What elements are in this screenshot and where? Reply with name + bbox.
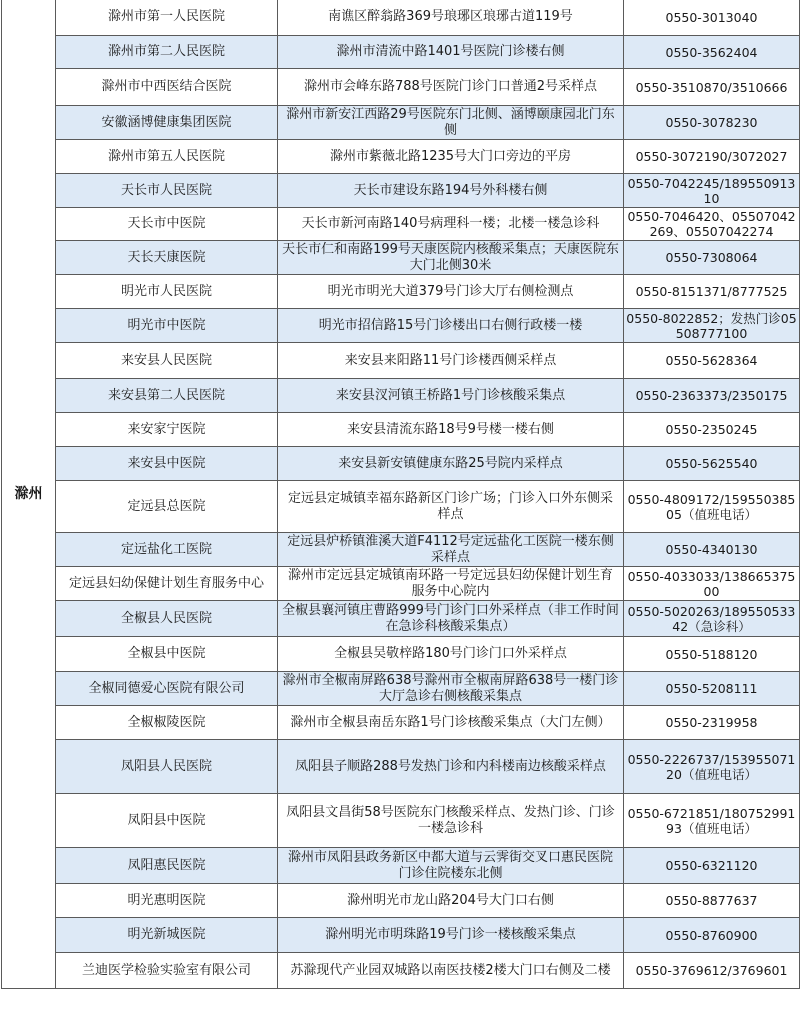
address-cell: 滁州市定远县定城镇南环路一号定远县妇幼保健计划生育服务中心院内: [278, 567, 624, 601]
address-cell: 滁州市全椒县南岳东路1号门诊核酸采集点（大门左侧）: [278, 706, 624, 740]
table-row: [2, 447, 800, 481]
table-row: [2, 533, 800, 567]
table-row: [2, 706, 800, 740]
address-cell: 来安县新安镇健康东路25号院内采样点: [278, 447, 624, 481]
address-cell: 来安县清流东路18号9号楼一楼右侧: [278, 413, 624, 447]
hospital-name-cell: 滁州市第一人民医院: [56, 0, 278, 36]
phone-cell: 0550-4809172/15955038505（值班电话）: [624, 481, 800, 533]
phone-cell: 0550-3078230: [624, 106, 800, 140]
phone-cell: 0550-5188120: [624, 637, 800, 672]
address-cell: 天长市仁和南路199号天康医院内核酸采集点；天康医院东大门北侧30米: [278, 241, 624, 275]
address-cell: 滁州市凤阳县政务新区中都大道与云霁街交叉口惠民医院门诊住院楼东北侧: [278, 848, 624, 884]
address-cell: 定远县炉桥镇淮溪大道F4112号定远盐化工医院一楼东侧采样点: [278, 533, 624, 567]
phone-cell: 0550-8760900: [624, 918, 800, 953]
hospital-name-cell: 凤阳县中医院: [56, 794, 278, 848]
phone-cell: 0550-5208111: [624, 672, 800, 706]
table-row: [2, 0, 800, 36]
table-row: [2, 69, 800, 106]
hospital-name-cell: 来安家宁医院: [56, 413, 278, 447]
hospital-name-cell: 凤阳县人民医院: [56, 740, 278, 794]
hospital-name-cell: 滁州市第二人民医院: [56, 36, 278, 69]
phone-cell: 0550-7042245/18955091310: [624, 174, 800, 208]
hospital-name-cell: 明光惠明医院: [56, 884, 278, 918]
address-cell: 天长市建设东路194号外科楼右侧: [278, 174, 624, 208]
table-row: [2, 343, 800, 379]
phone-cell: 0550-3510870/3510666: [624, 69, 800, 106]
table-row: [2, 106, 800, 140]
hospital-name-cell: 全椒同德爱心医院有限公司: [56, 672, 278, 706]
address-cell: 全椒县吴敬梓路180号门诊门口外采样点: [278, 637, 624, 672]
hospital-name-cell: 全椒县人民医院: [56, 601, 278, 637]
table-row: [2, 953, 800, 989]
table-row: [2, 309, 800, 343]
address-cell: 南谯区醉翁路369号琅琊区琅琊古道119号: [278, 0, 624, 36]
address-cell: 明光市招信路15号门诊楼出口右侧行政楼一楼: [278, 309, 624, 343]
table-body: [2, 0, 800, 989]
hospital-name-cell: 天长市中医院: [56, 208, 278, 241]
phone-cell: 0550-8151371/8777525: [624, 275, 800, 309]
hospital-name-cell: 明光市人民医院: [56, 275, 278, 309]
table-row: [2, 174, 800, 208]
address-cell: 来安县来阳路11号门诊楼西侧采样点: [278, 343, 624, 379]
phone-cell: 0550-2226737/15395507120（值班电话）: [624, 740, 800, 794]
hospital-name-cell: 明光新城医院: [56, 918, 278, 953]
hospital-name-cell: 全椒县中医院: [56, 637, 278, 672]
phone-cell: 0550-2350245: [624, 413, 800, 447]
hospital-name-cell: 来安县第二人民医院: [56, 379, 278, 413]
address-cell: 全椒县襄河镇庄曹路999号门诊门口外采样点（非工作时间在急诊科核酸采集点）: [278, 601, 624, 637]
phone-cell: 0550-7046420、05507042269、05507042274: [624, 208, 800, 241]
table-row: [2, 36, 800, 69]
address-cell: 定远县定城镇幸福东路新区门诊广场；门诊入口外东侧采样点: [278, 481, 624, 533]
address-cell: 滁州市全椒南屏路638号滁州市全椒南屏路638号一楼门诊大厅急诊右侧核酸采集点: [278, 672, 624, 706]
hospital-name-cell: 明光市中医院: [56, 309, 278, 343]
address-cell: 明光市明光大道379号门诊大厅右侧检测点: [278, 275, 624, 309]
address-cell: 凤阳县文昌街58号医院东门核酸采样点、发热门诊、门诊一楼急诊科: [278, 794, 624, 848]
phone-cell: 0550-5628364: [624, 343, 800, 379]
phone-cell: 0550-5020263/18955053342（急诊科）: [624, 601, 800, 637]
address-cell: 来安县汊河镇王桥路1号门诊核酸采集点: [278, 379, 624, 413]
phone-cell: 0550-5625540: [624, 447, 800, 481]
phone-cell: 0550-7308064: [624, 241, 800, 275]
phone-cell: 0550-6721851/18075299193（值班电话）: [624, 794, 800, 848]
table-row: [2, 672, 800, 706]
hospital-name-cell: 定远县总医院: [56, 481, 278, 533]
table-row: [2, 567, 800, 601]
hospital-sampling-table: [1, 0, 800, 989]
table-row: [2, 208, 800, 241]
phone-cell: 0550-3013040: [624, 0, 800, 36]
hospital-name-cell: 滁州市第五人民医院: [56, 140, 278, 174]
table-row: [2, 275, 800, 309]
hospital-name-cell: 凤阳惠民医院: [56, 848, 278, 884]
table-row: [2, 918, 800, 953]
address-cell: 凤阳县子顺路288号发热门诊和内科楼南边核酸采样点: [278, 740, 624, 794]
address-cell: 滁州明光市明珠路19号门诊一楼核酸采集点: [278, 918, 624, 953]
region-cell: 滁州: [2, 0, 56, 989]
phone-cell: 0550-2319958: [624, 706, 800, 740]
phone-cell: 0550-3562404: [624, 36, 800, 69]
address-cell: 滁州市紫薇北路1235号大门口旁边的平房: [278, 140, 624, 174]
table-row: [2, 794, 800, 848]
address-cell: 天长市新河南路140号病理科一楼；北楼一楼急诊科: [278, 208, 624, 241]
hospital-name-cell: 兰迪医学检验实验室有限公司: [56, 953, 278, 989]
hospital-name-cell: 全椒椒陵医院: [56, 706, 278, 740]
phone-cell: 0550-4340130: [624, 533, 800, 567]
table-row: [2, 379, 800, 413]
hospital-name-cell: 来安县中医院: [56, 447, 278, 481]
table-row: [2, 637, 800, 672]
phone-cell: 0550-3769612/3769601: [624, 953, 800, 989]
phone-cell: 0550-6321120: [624, 848, 800, 884]
table-row: [2, 848, 800, 884]
address-cell: 滁州市新安江西路29号医院东门北侧、涵博颐康园北门东侧: [278, 106, 624, 140]
hospital-name-cell: 天长天康医院: [56, 241, 278, 275]
phone-cell: 0550-8877637: [624, 884, 800, 918]
table-row: [2, 413, 800, 447]
phone-cell: 0550-4033033/13866537500: [624, 567, 800, 601]
table-row: [2, 884, 800, 918]
hospital-name-cell: 滁州市中西医结合医院: [56, 69, 278, 106]
hospital-name-cell: 来安县人民医院: [56, 343, 278, 379]
hospital-name-cell: 定远盐化工医院: [56, 533, 278, 567]
hospital-name-cell: 安徽涵博健康集团医院: [56, 106, 278, 140]
phone-cell: 0550-3072190/3072027: [624, 140, 800, 174]
address-cell: 苏滁现代产业园双城路以南医技楼2楼大门口右侧及二楼: [278, 953, 624, 989]
address-cell: 滁州明光市龙山路204号大门口右侧: [278, 884, 624, 918]
table-row: [2, 241, 800, 275]
phone-cell: 0550-2363373/2350175: [624, 379, 800, 413]
hospital-name-cell: 天长市人民医院: [56, 174, 278, 208]
table-row: [2, 601, 800, 637]
address-cell: 滁州市清流中路1401号医院门诊楼右侧: [278, 36, 624, 69]
table-row: [2, 140, 800, 174]
phone-cell: 0550-8022852；发热门诊05508777100: [624, 309, 800, 343]
table-row: [2, 481, 800, 533]
table-row: [2, 740, 800, 794]
address-cell: 滁州市会峰东路788号医院门诊门口普通2号采样点: [278, 69, 624, 106]
hospital-name-cell: 定远县妇幼保健计划生育服务中心: [56, 567, 278, 601]
